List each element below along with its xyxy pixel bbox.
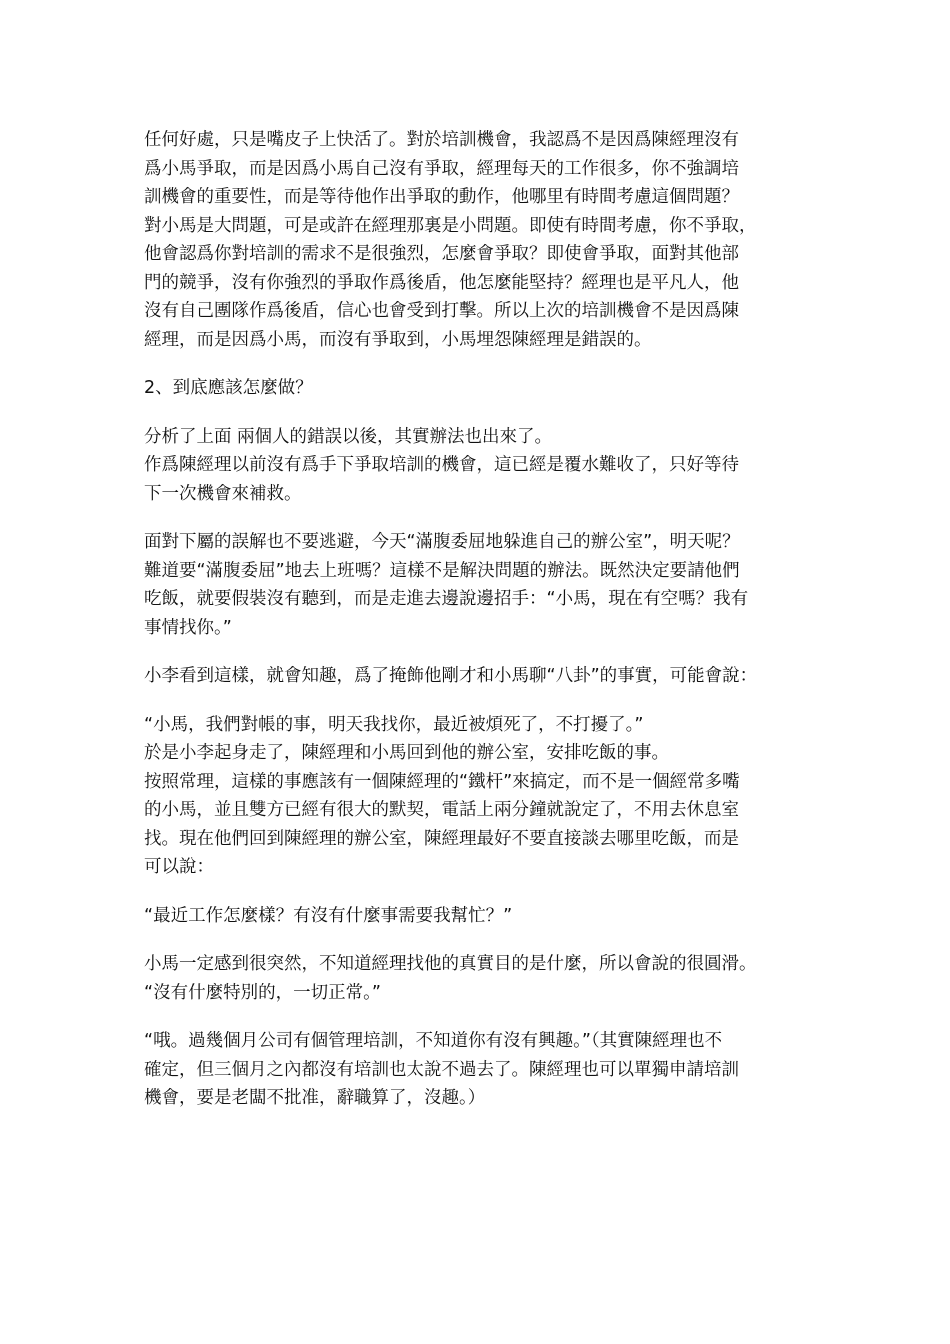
text-line: 爲小馬爭取，而是因爲小馬自己沒有爭取，經理每天的工作很多，你不強調培 [144,158,739,179]
paragraph-4 [144,662,824,691]
text-line: 2、到底應該怎麼做？ [144,378,313,398]
text-line: “小馬，我們對帳的事，明天我找你，最近被煩死了，不打擾了。” [144,714,644,735]
text-line: 吃飯，就要假裝沒有聽到，而是走進去邊說邊招手：“小馬，現在有空嗎？我有 [144,589,749,609]
text-line: 沒有自己團隊作爲後盾，信心也會受到打擊。所以上次的培訓機會不是因爲陳 [144,301,739,321]
text-line: “沒有什麼特別的，一切正常。” [144,982,381,1003]
text-line: 下一次機會來補救。 [144,483,302,504]
text-line: 事情找你。” [144,617,232,638]
text-line: 作爲陳經理以前沒有爲手下爭取培訓的機會，這已經是覆水難收了，只好等待 [144,455,739,475]
text-line: 面對下屬的誤解也不要逃避，今天“滿腹委屈地躲進自己的辦公室”，明天呢？ [144,532,740,552]
document-page [144,126,824,1133]
section-heading [144,374,824,403]
text-line: 按照常理，這樣的事應該有一個陳經理的“鐵杆”來搞定，而不是一個經常多嘴 [144,771,740,792]
text-line: 可以說： [144,857,214,877]
paragraph-8 [144,1027,824,1113]
paragraph-1 [144,126,824,354]
text-line: 門的競爭，沒有你強烈的爭取作爲後盾，他怎麼能堅持？經理也是平凡人，他 [144,272,739,293]
text-line: 找。現在他們回到陳經理的辦公室，陳經理最好不要直接談去哪里吃飯，而是 [144,828,739,849]
text-line: 於是小李起身走了，陳經理和小馬回到他的辦公室，安排吃飯的事。 [144,743,669,763]
text-line: 小李看到這樣，就會知趣，爲了掩飾他剛才和小馬聊“八卦”的事實，可能會說： [144,666,758,686]
text-line: “哦。過幾個月公司有個管理培訓，不知道你有沒有興趣。”（其實陳經理也不 [144,1031,723,1051]
paragraph-3 [144,528,824,642]
text-line: 難道要“滿腹委屈”地去上班嗎？這樣不是解決問題的辦法。既然決定要請他們 [144,560,740,581]
text-line: 他會認爲你對培訓的需求不是很強烈，怎麼會爭取？即使會爭取，面對其他部 [144,244,739,264]
paragraph-7 [144,950,824,1007]
text-line: 機會，要是老闆不批准，辭職算了，沒趣。） [144,1088,486,1108]
text-line: 的小馬，並且雙方已經有很大的默契，電話上兩分鐘就說定了，不用去休息室 [144,800,739,820]
paragraph-5 [144,711,824,882]
text-line: 訓機會的重要性，而是等待他作出爭取的動作，他哪里有時間考慮這個問題？ [144,187,739,207]
paragraph-2 [144,423,824,509]
text-line: 任何好處，只是嘴皮子上快活了。對於培訓機會，我認爲不是因爲陳經理沒有 [144,130,739,150]
text-line: 經理，而是因爲小馬，而沒有爭取到，小馬埋怨陳經理是錯誤的。 [144,329,652,350]
text-line: 確定，但三個月之內都沒有培訓也太說不過去了。陳經理也可以單獨申請培訓 [144,1059,739,1080]
paragraph-6 [144,902,824,931]
text-line: 對小馬是大問題，可是或許在經理那裏是小問題。即使有時間考慮，你不爭取， [144,215,757,236]
text-line: “最近工作怎麼樣？有沒有什麼事需要我幫忙？” [144,905,513,926]
text-line: 分析了上面 兩個人的錯誤以後，其實辦法也出來了。 [144,426,553,447]
text-line: 小馬一定感到很突然，不知道經理找他的真實目的是什麼，所以會說的很圓滑。 [144,954,757,974]
